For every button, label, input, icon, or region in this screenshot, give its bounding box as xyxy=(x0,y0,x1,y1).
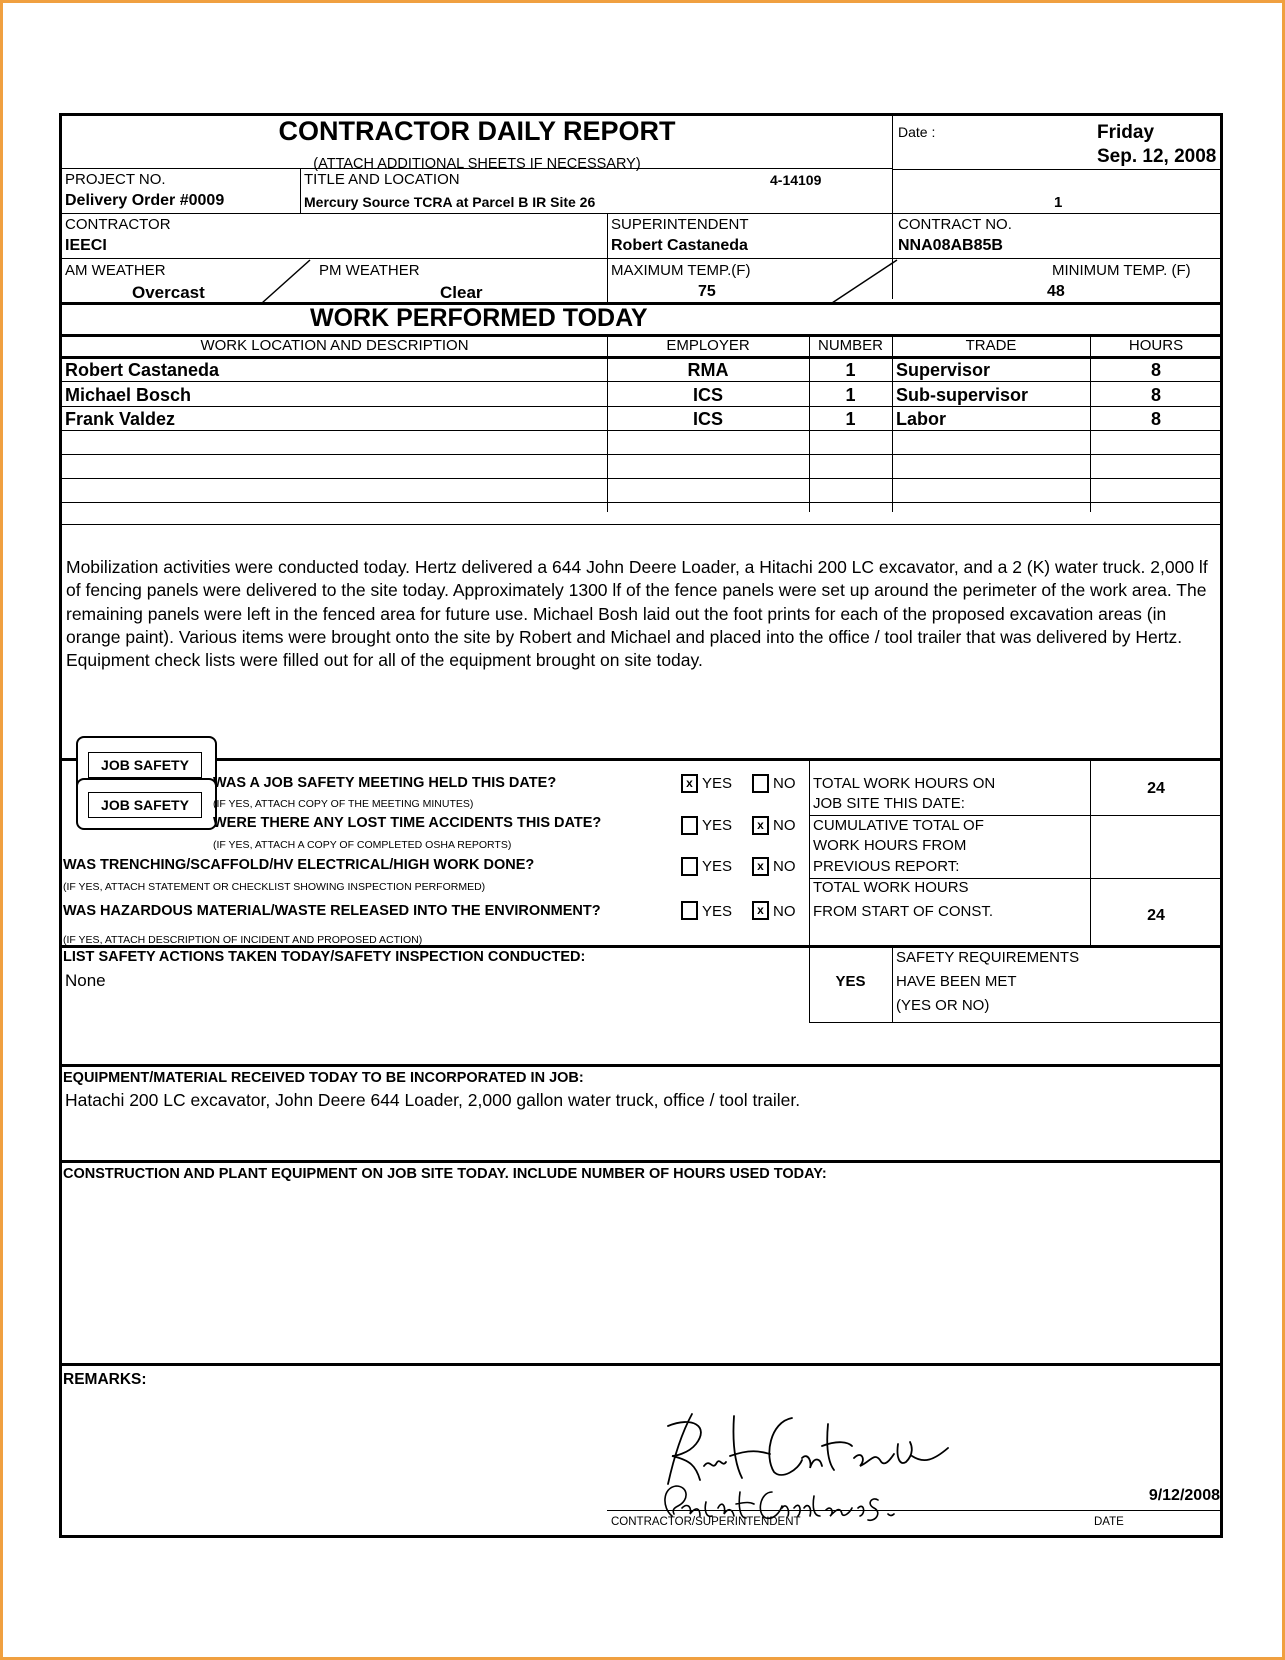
min-temp-label: MINIMUM TEMP. (F) xyxy=(1052,262,1191,279)
no-label: NO xyxy=(773,775,796,792)
equipment-received: Hatachi 200 LC excavator, John Deere 644 Loader, 2,000 gallon water truck, office / tool trailer. xyxy=(65,1090,801,1110)
row-name: Frank Valdez xyxy=(65,409,176,429)
total-hours-label: TOTAL WORK HOURS ON xyxy=(813,775,996,792)
remarks-label: REMARKS: xyxy=(63,1371,147,1388)
superintendent: Robert Castaneda xyxy=(611,237,748,254)
row-number: 1 xyxy=(845,385,856,405)
safety-question: WERE THERE ANY LOST TIME ACCIDENTS THIS DATE? xyxy=(213,815,602,831)
col-employer: EMPLOYER xyxy=(666,337,750,354)
superintendent-label: SUPERINTENDENT xyxy=(611,216,749,233)
title-location: Mercury Source TCRA at Parcel B IR Site 26 xyxy=(304,194,596,210)
contract-no: NNA08AB85B xyxy=(898,237,1003,254)
cumulative-label-3: PREVIOUS REPORT: xyxy=(813,858,960,875)
row-trade: Labor xyxy=(896,409,947,429)
row-hours: 8 xyxy=(1150,360,1161,380)
safety-question: WAS TRENCHING/SCAFFOLD/HV ELECTRICAL/HIGH WORK DONE? xyxy=(63,857,535,873)
row-employer: ICS xyxy=(692,409,723,429)
row-name: Michael Bosch xyxy=(65,385,192,405)
am-weather: Overcast xyxy=(132,283,205,302)
yes-label: YES xyxy=(702,903,733,920)
row-hours: 8 xyxy=(1150,385,1161,405)
safety-req-label-2: HAVE BEEN MET xyxy=(896,973,1017,990)
project-no: Delivery Order #0009 xyxy=(65,192,225,209)
row-number: 1 xyxy=(845,360,856,380)
report-day: Friday xyxy=(1097,122,1155,143)
q1-yes-checkbox[interactable]: x xyxy=(681,774,698,793)
no-label: NO xyxy=(773,817,796,834)
col-work-location: WORK LOCATION AND DESCRIPTION xyxy=(200,337,469,354)
signature-label: CONTRACTOR/SUPERINTENDENT xyxy=(611,1516,801,1528)
safety-question: WAS A JOB SAFETY MEETING HELD THIS DATE? xyxy=(213,775,557,791)
yes-label: YES xyxy=(702,775,733,792)
contract-no-label: CONTRACT NO. xyxy=(898,216,1012,233)
min-temp: 48 xyxy=(1047,283,1065,300)
safety-actions: None xyxy=(65,971,106,990)
start-hours-label: TOTAL WORK HOURS xyxy=(813,879,969,896)
row-employer: RMA xyxy=(687,360,729,380)
report-date: Sep. 12, 2008 xyxy=(1097,146,1217,167)
no-label: NO xyxy=(773,903,796,920)
row-trade: Supervisor xyxy=(896,360,991,380)
total-hours-value: 24 xyxy=(1147,780,1165,797)
safety-req-label-1: SAFETY REQUIREMENTS xyxy=(896,949,1080,966)
report-subtitle: (ATTACH ADDITIONAL SHEETS IF NECESSARY) xyxy=(313,156,641,172)
title-location-label: TITLE AND LOCATION xyxy=(304,171,460,188)
pm-weather-label: PM WEATHER xyxy=(319,262,420,279)
safety-question: WAS HAZARDOUS MATERIAL/WASTE RELEASED INTO THE ENVIRONMENT? xyxy=(63,903,601,919)
yes-label: YES xyxy=(702,817,733,834)
row-hours: 8 xyxy=(1150,409,1161,429)
safety-note: (IF YES, ATTACH COPY OF THE MEETING MINUTES) xyxy=(213,798,474,810)
q4-no-checkbox[interactable]: x xyxy=(752,901,769,920)
row-name: Robert Castaneda xyxy=(65,360,220,380)
col-number: NUMBER xyxy=(817,337,883,354)
contractor-label: CONTRACTOR xyxy=(65,216,171,233)
safety-note: (IF YES, ATTACH DESCRIPTION OF INCIDENT AND PROPOSED ACTION) xyxy=(63,934,423,946)
report-title: CONTRACTOR DAILY REPORT xyxy=(278,116,676,146)
start-hours-label-2: FROM START OF CONST. xyxy=(813,903,994,920)
work-performed-title: WORK PERFORMED TODAY xyxy=(310,304,648,332)
date-label-bottom: DATE xyxy=(1094,1516,1124,1528)
row-trade: Sub-supervisor xyxy=(896,385,1029,405)
q3-no-checkbox[interactable]: x xyxy=(752,857,769,876)
work-narrative: Mobilization activities were conducted today. Hertz delivered a 644 John Deere Loader, a Hitachi 200 LC excavator, and a 2 (K) water truck. 2,000 lf of fencing panels were delivered to the site today. Approximately 1300 lf of the fence panels were set up around the perimeter of the work area. The remaining panels were left in the fenced area for future use. Michael Bosh laid out the foot prints for each of the proposed excavation areas (in orange paint). Various items were brought onto the site by Robert and Michael and placed into the office / tool trailer that was delivered by Hertz. Equipment check lists were filled out for all of the equipment brought on site today. xyxy=(66,557,1208,671)
max-temp-label: MAXIMUM TEMP.(F) xyxy=(611,262,751,279)
q3-yes-checkbox[interactable] xyxy=(681,857,698,876)
pm-weather: Clear xyxy=(440,283,483,302)
total-hours-label-2: JOB SITE THIS DATE: xyxy=(813,795,965,812)
equipment-onsite-label: CONSTRUCTION AND PLANT EQUIPMENT ON JOB SITE TODAY. INCLUDE NUMBER OF HOURS USED TODAY: xyxy=(63,1166,827,1182)
safety-note: (IF YES, ATTACH STATEMENT OR CHECKLIST SHOWING INSPECTION PERFORMED) xyxy=(63,881,486,893)
job-safety-stamp: JOB SAFETY xyxy=(76,778,217,830)
q2-no-checkbox[interactable]: x xyxy=(752,816,769,835)
start-hours-value: 24 xyxy=(1147,907,1165,924)
row-number: 1 xyxy=(845,409,856,429)
am-weather-label: AM WEATHER xyxy=(65,262,166,279)
col-hours: HOURS xyxy=(1128,337,1184,354)
report-number: 1 xyxy=(1054,194,1063,211)
job-safety-stamp: JOB SAFETY xyxy=(76,736,217,798)
equipment-received-label: EQUIPMENT/MATERIAL RECEIVED TODAY TO BE INCORPORATED IN JOB: xyxy=(63,1070,584,1086)
row-employer: ICS xyxy=(692,385,723,405)
project-no-label: PROJECT NO. xyxy=(65,171,166,188)
project-code: 4-14109 xyxy=(770,172,822,188)
cumulative-label: CUMULATIVE TOTAL OF xyxy=(813,817,984,834)
col-trade: TRADE xyxy=(965,337,1017,354)
max-temp: 75 xyxy=(698,283,716,300)
q2-yes-checkbox[interactable] xyxy=(681,816,698,835)
signature-date: 9/12/2008 xyxy=(1148,1487,1220,1504)
date-label: Date : xyxy=(898,124,936,140)
daily-report-form xyxy=(59,113,1223,1538)
no-label: NO xyxy=(773,858,796,875)
safety-requirements-answer: YES xyxy=(835,973,866,990)
safety-note: (IF YES, ATTACH A COPY OF COMPLETED OSHA REPORTS) xyxy=(213,839,512,851)
yes-label: YES xyxy=(702,858,733,875)
q4-yes-checkbox[interactable] xyxy=(681,901,698,920)
cumulative-label-2: WORK HOURS FROM xyxy=(813,837,967,854)
safety-req-label-3: (YES OR NO) xyxy=(896,997,990,1014)
contractor: IEECI xyxy=(65,237,107,254)
safety-actions-label: LIST SAFETY ACTIONS TAKEN TODAY/SAFETY INSPECTION CONDUCTED: xyxy=(63,949,586,965)
q1-no-checkbox[interactable] xyxy=(752,774,769,793)
signature-image xyxy=(652,1396,972,1536)
